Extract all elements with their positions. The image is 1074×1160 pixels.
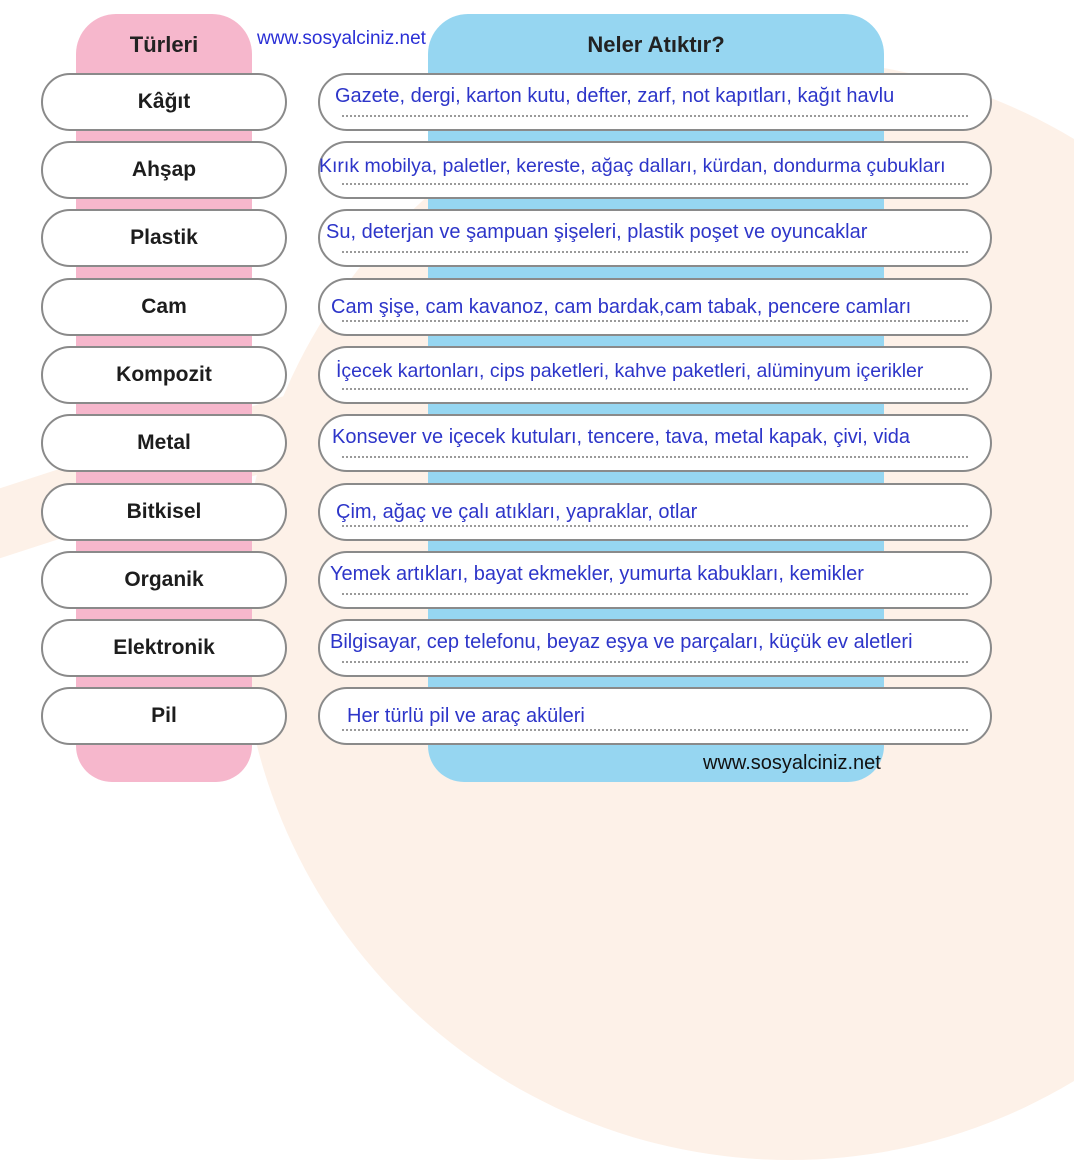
dotted-line — [342, 388, 968, 390]
answer-text: Su, deterjan ve şampuan şişeleri, plastik poşet ve oyuncaklar — [326, 221, 868, 243]
dotted-line — [342, 729, 968, 731]
answer-text: Cam şişe, cam kavanoz, cam bardak,cam tabak, pencere camları — [331, 296, 912, 318]
type-pill — [41, 278, 287, 336]
watermark-bottom: www.sosyalciniz.net — [703, 752, 881, 774]
table-row — [0, 619, 1074, 681]
type-pill — [41, 483, 287, 541]
type-pill — [41, 141, 287, 199]
table-row — [0, 73, 1074, 135]
table-row — [0, 209, 1074, 271]
type-label: Kâğıt — [137, 90, 191, 113]
type-label: Elektronik — [113, 636, 215, 659]
answer-text: İçecek kartonları, cips paketleri, kahve paketleri, alüminyum içerikler — [336, 360, 924, 382]
table-row — [0, 687, 1074, 749]
watermark-top: www.sosyalciniz.net — [257, 28, 426, 49]
waste-header: Neler Atıktır? — [587, 32, 725, 57]
type-pill — [41, 414, 287, 472]
table-row — [0, 551, 1074, 613]
type-label: Organik — [124, 568, 204, 591]
dotted-line — [342, 183, 968, 185]
type-label: Cam — [141, 295, 187, 318]
answer-text: Her türlü pil ve araç aküleri — [347, 705, 585, 727]
dotted-line — [342, 115, 968, 117]
type-pill — [41, 551, 287, 609]
type-label: Ahşap — [131, 158, 197, 181]
dotted-line — [342, 251, 968, 253]
type-pill — [41, 209, 287, 267]
table-row — [0, 414, 1074, 476]
table-row — [0, 483, 1074, 545]
type-pill — [41, 346, 287, 404]
table-row — [0, 346, 1074, 408]
dotted-line — [342, 525, 968, 527]
answer-text: Kırık mobilya, paletler, kereste, ağaç dalları, kürdan, dondurma çubukları — [319, 155, 946, 177]
table-row — [0, 141, 1074, 203]
types-header: Türleri — [129, 32, 199, 57]
dotted-line — [342, 593, 968, 595]
dotted-line — [342, 320, 968, 322]
type-label: Plastik — [130, 226, 198, 249]
type-label: Metal — [137, 431, 191, 454]
answer-text: Gazete, dergi, karton kutu, defter, zarf, not kapıtları, kağıt havlu — [335, 85, 895, 107]
type-label: Pil — [151, 704, 177, 727]
dotted-line — [342, 456, 968, 458]
answer-text: Konsever ve içecek kutuları, tencere, tava, metal kapak, çivi, vida — [332, 426, 911, 448]
answer-text: Bilgisayar, cep telefonu, beyaz eşya ve parçaları, küçük ev aletleri — [330, 631, 913, 653]
type-pill — [41, 619, 287, 677]
table-row — [0, 278, 1074, 340]
answer-text: Yemek artıkları, bayat ekmekler, yumurta kabukları, kemikler — [330, 563, 864, 585]
answer-text: Çim, ağaç ve çalı atıkları, yapraklar, otlar — [336, 501, 698, 523]
type-label: Bitkisel — [126, 500, 202, 523]
type-label: Kompozit — [116, 363, 212, 386]
type-pill — [41, 73, 287, 131]
dotted-line — [342, 661, 968, 663]
type-pill — [41, 687, 287, 745]
